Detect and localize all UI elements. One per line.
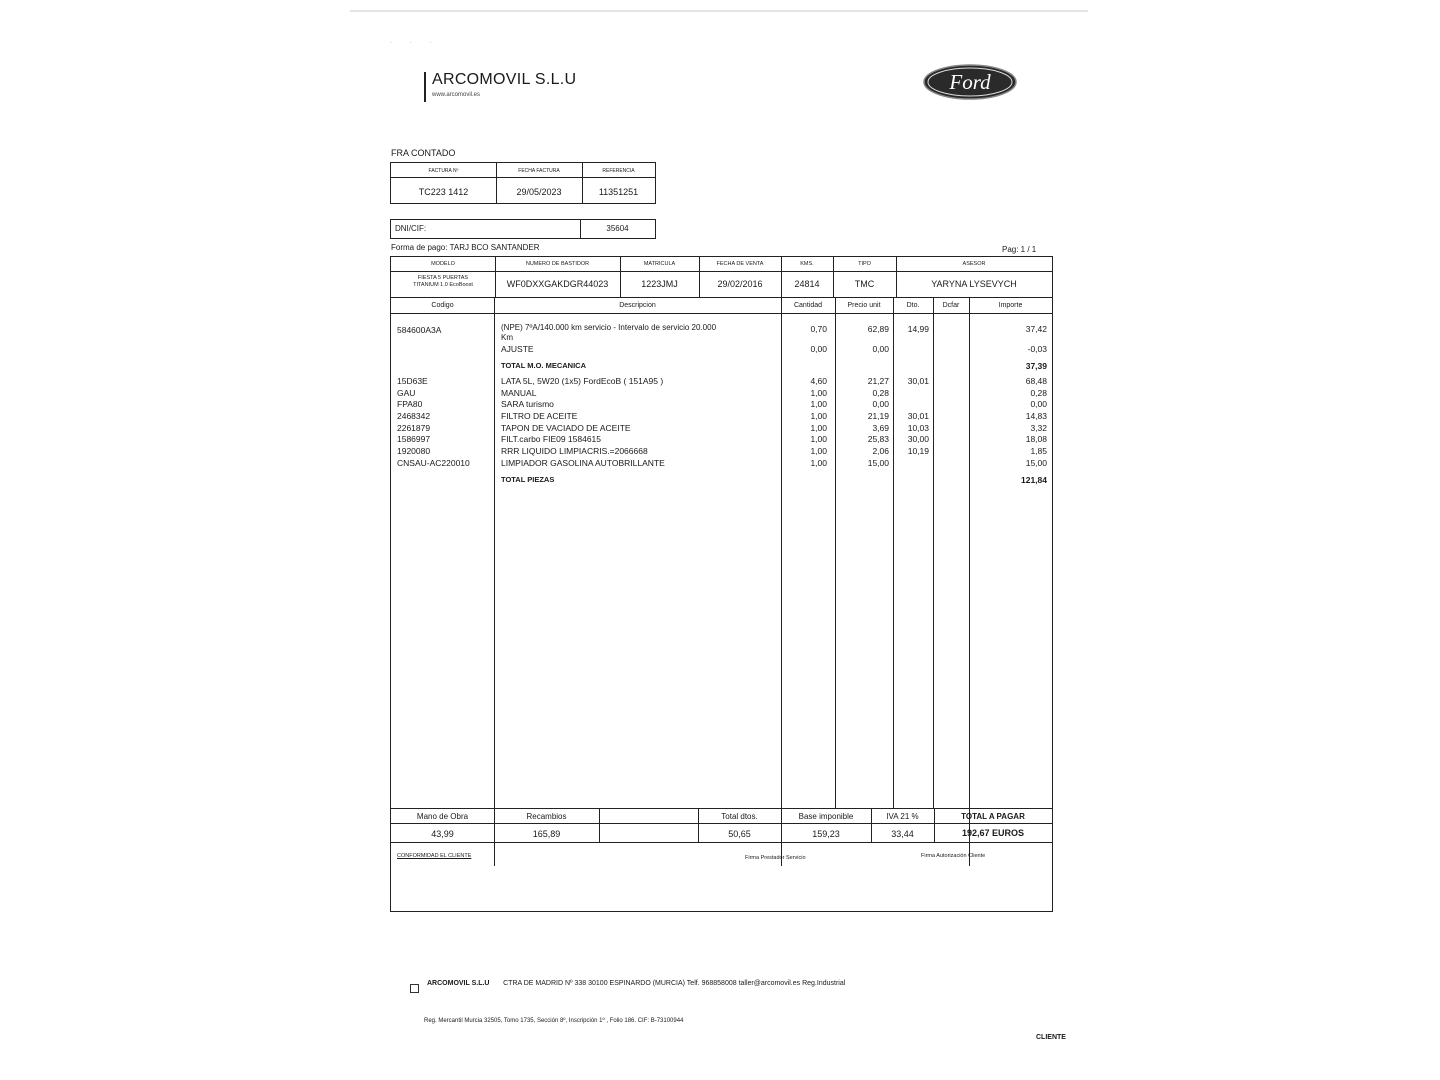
scan-top-edge — [350, 10, 1088, 12]
vehicle-type: TMC — [854, 279, 875, 289]
payment-value: TARJ BCO SANTANDER — [449, 243, 540, 252]
line-unit-price: 0,00 — [872, 344, 889, 354]
col-header-quantity: Cantidad — [793, 302, 823, 309]
line-amount: 15,00 — [1025, 458, 1047, 468]
line-amount: 18,08 — [1025, 434, 1047, 444]
copy-label: CLIENTE — [1036, 1034, 1066, 1041]
provider-signature-label: Firma Prestador Servicio — [745, 855, 806, 861]
line-discount: 30,00 — [907, 434, 929, 444]
line-quantity: 1,00 — [810, 423, 827, 433]
checkbox-icon — [410, 984, 419, 993]
line-amount: 14,83 — [1025, 411, 1047, 421]
invoice-date: 29/05/2023 — [516, 187, 562, 197]
invoice-table — [390, 256, 1053, 912]
line-description: SARA turismo — [501, 399, 554, 409]
line-unit-price: 3,69 — [872, 423, 889, 433]
line-quantity: 1,00 — [810, 446, 827, 456]
line-amount: 0,28 — [1030, 388, 1047, 398]
vat-label: IVA 21 % — [886, 812, 919, 821]
company-header — [424, 72, 576, 102]
line-discount: 10,19 — [907, 446, 929, 456]
labour-total-amount: 37,39 — [1025, 361, 1047, 371]
total-due-value: 192,67 EUROS — [961, 828, 1025, 838]
vehicle-header-vin: NUMERO DE BASTIDOR — [525, 261, 590, 267]
total-labour-label: Mano de Obra — [416, 812, 469, 821]
dni-label: DNI/CIF: — [395, 224, 427, 233]
vehicle-header-advisor: ASESOR — [962, 261, 986, 267]
footer-company-line — [427, 980, 845, 987]
customer-conformity-label: CONFORMIDAD EL CLIENTE — [397, 853, 472, 859]
line-description: MANUAL — [501, 388, 537, 398]
line-code: CNSAU-AC220010 — [397, 458, 470, 468]
line-amount: 0,00 — [1030, 399, 1047, 409]
line-quantity: 1,00 — [810, 399, 827, 409]
customer-authorization-label: Firma Autorización Cliente — [921, 853, 986, 859]
labour-total-label: TOTAL M.O. MECANICA — [501, 361, 586, 370]
invoice-reference: 11351251 — [598, 187, 639, 197]
line-code: 2468342 — [397, 411, 431, 421]
line-description: LATA 5L, 5W20 (1x5) FordEcoB ( 151A95 ) — [501, 376, 664, 386]
line-code: 15D63E — [397, 376, 428, 386]
ford-logo — [922, 63, 1018, 106]
page-number: Pag: 1 / 1 — [1002, 245, 1037, 254]
line-code: 1920080 — [397, 446, 431, 456]
line-unit-price: 21,19 — [867, 411, 889, 421]
line-quantity: 4,60 — [810, 376, 827, 386]
line-code: 2261879 — [397, 423, 431, 433]
vehicle-header-type: TIPO — [858, 261, 871, 267]
invoice-date-cell: FECHA FACTURA 29/05/2023 — [496, 163, 583, 203]
line-quantity: 1,00 — [810, 458, 827, 468]
total-parts-value: 165,89 — [532, 829, 561, 839]
payment-method — [391, 243, 540, 252]
line-description: (NPE) 7ºA/140.000 km servicio - Intervalo de servicio 20.000 — [501, 323, 717, 332]
footer-company: ARCOMOVIL S.L.U — [427, 980, 490, 987]
vehicle-sale-date: 29/02/2016 — [717, 279, 763, 289]
company-website: www.arcomovil.es — [432, 92, 481, 98]
vehicle-model: FIESTA 5 PUERTAS TITANIUM 1.0 EcoBoost — [413, 275, 473, 288]
total-due-label: TOTAL A PAGAR — [961, 812, 1025, 821]
parts-total-label: TOTAL PIEZAS — [501, 475, 555, 484]
line-amount: 68,48 — [1025, 376, 1047, 386]
line-unit-price: 0,00 — [872, 399, 889, 409]
vehicle-vin: WF0DXXGAKDGR44023 — [506, 279, 609, 289]
line-discount: 14,99 — [907, 324, 929, 334]
ford-logo-text: Ford — [949, 70, 991, 94]
line-unit-price: 15,00 — [867, 458, 889, 468]
line-discount: 10,03 — [907, 423, 929, 433]
line-unit-price: 25,83 — [867, 434, 889, 444]
vat-value: 33,44 — [891, 829, 914, 839]
vehicle-plate: 1223JMJ — [641, 279, 678, 289]
invoice-info-box — [390, 162, 656, 204]
tax-base-label: Base imponible — [798, 812, 854, 821]
total-discounts-value: 50,65 — [728, 829, 751, 839]
total-parts-label: Recambios — [526, 812, 567, 821]
line-description: FILTRO DE ACEITE — [501, 411, 578, 421]
vehicle-header-plate: MATRICULA — [643, 261, 676, 267]
dni-value: 35604 — [606, 224, 629, 233]
line-quantity: 0,00 — [810, 344, 827, 354]
col-header-unit-price: Precio unit — [847, 302, 881, 309]
payment-label: Forma de pago: — [391, 243, 448, 252]
line-amount: 37,42 — [1025, 324, 1047, 334]
line-amount: 3,32 — [1030, 423, 1047, 433]
line-quantity: 1,00 — [810, 434, 827, 444]
line-description: FILT.carbo FIE09 1584615 — [501, 434, 602, 444]
line-code: 1586997 — [397, 434, 431, 444]
line-code: GAU — [397, 388, 416, 398]
line-amount: 1,85 — [1030, 446, 1047, 456]
line-unit-price: 2,06 — [872, 446, 889, 456]
col-header-discount: Dto. — [906, 302, 920, 309]
invoice-number-cell: FACTURA Nº TC223 1412 — [391, 163, 497, 203]
footer-registry: Reg. Mercantil Murcia 32505, Tomo 1735, Sección 8º, Inscripción 1º , Folio 186. CIF: B-73100944 — [424, 1018, 684, 1024]
col-header-description: Descripcion — [619, 302, 656, 309]
total-labour-value: 43,99 — [431, 829, 454, 839]
vehicle-kms: 24814 — [794, 279, 820, 289]
col-header-code: Codigo — [431, 302, 454, 309]
line-description-2: Km — [501, 333, 513, 342]
line-description: AJUSTE — [501, 344, 534, 354]
line-description: LIMPIADOR GASOLINA AUTOBRILLANTE — [501, 458, 665, 468]
line-discount: 30,01 — [907, 376, 929, 386]
total-discounts-label: Total dtos. — [721, 812, 758, 821]
line-unit-price: 62,89 — [867, 324, 889, 334]
tax-base-value: 159,23 — [812, 829, 840, 839]
line-code: 584600A3A — [397, 325, 442, 335]
parts-total-amount: 121,84 — [1021, 475, 1047, 485]
line-unit-price: 21,27 — [867, 376, 889, 386]
vehicle-header-sale-date: FECHA DE VENTA — [716, 261, 764, 267]
line-unit-price: 0,28 — [872, 388, 889, 398]
line-quantity: 1,00 — [810, 411, 827, 421]
footer-address: CTRA DE MADRID Nº 338 30100 ESPINARDO (MURCIA) Telf. 968858008 taller@arcomovil.es Reg.Industrial — [503, 980, 846, 987]
vehicle-header-model: MODELO — [431, 261, 455, 267]
dni-box — [390, 219, 656, 239]
col-header-amount: Importe — [998, 302, 1023, 309]
col-header-dcfar: Dcfar — [942, 302, 960, 309]
document-type: FRA CONTADO — [391, 148, 456, 158]
line-quantity: 1,00 — [810, 388, 827, 398]
invoice-number: TC223 1412 — [418, 187, 469, 197]
vehicle-header-kms: KMS. — [800, 261, 814, 267]
line-description: TAPON DE VACIADO DE ACEITE — [501, 423, 631, 433]
line-discount: 30,01 — [907, 411, 929, 421]
line-quantity: 0,70 — [810, 324, 827, 334]
vehicle-advisor: YARYNA LYSEVYCH — [931, 279, 1017, 289]
line-description: RRR LIQUIDO LIMPIACRIS.=2066668 — [501, 446, 648, 456]
invoice-reference-cell: REFERENCIA 11351251 — [582, 163, 655, 203]
line-code: FPA80 — [397, 399, 423, 409]
scan-specks: · · · — [390, 40, 440, 46]
line-amount: -0,03 — [1027, 344, 1047, 354]
company-name: ARCOMOVIL S.L.U — [432, 71, 577, 88]
